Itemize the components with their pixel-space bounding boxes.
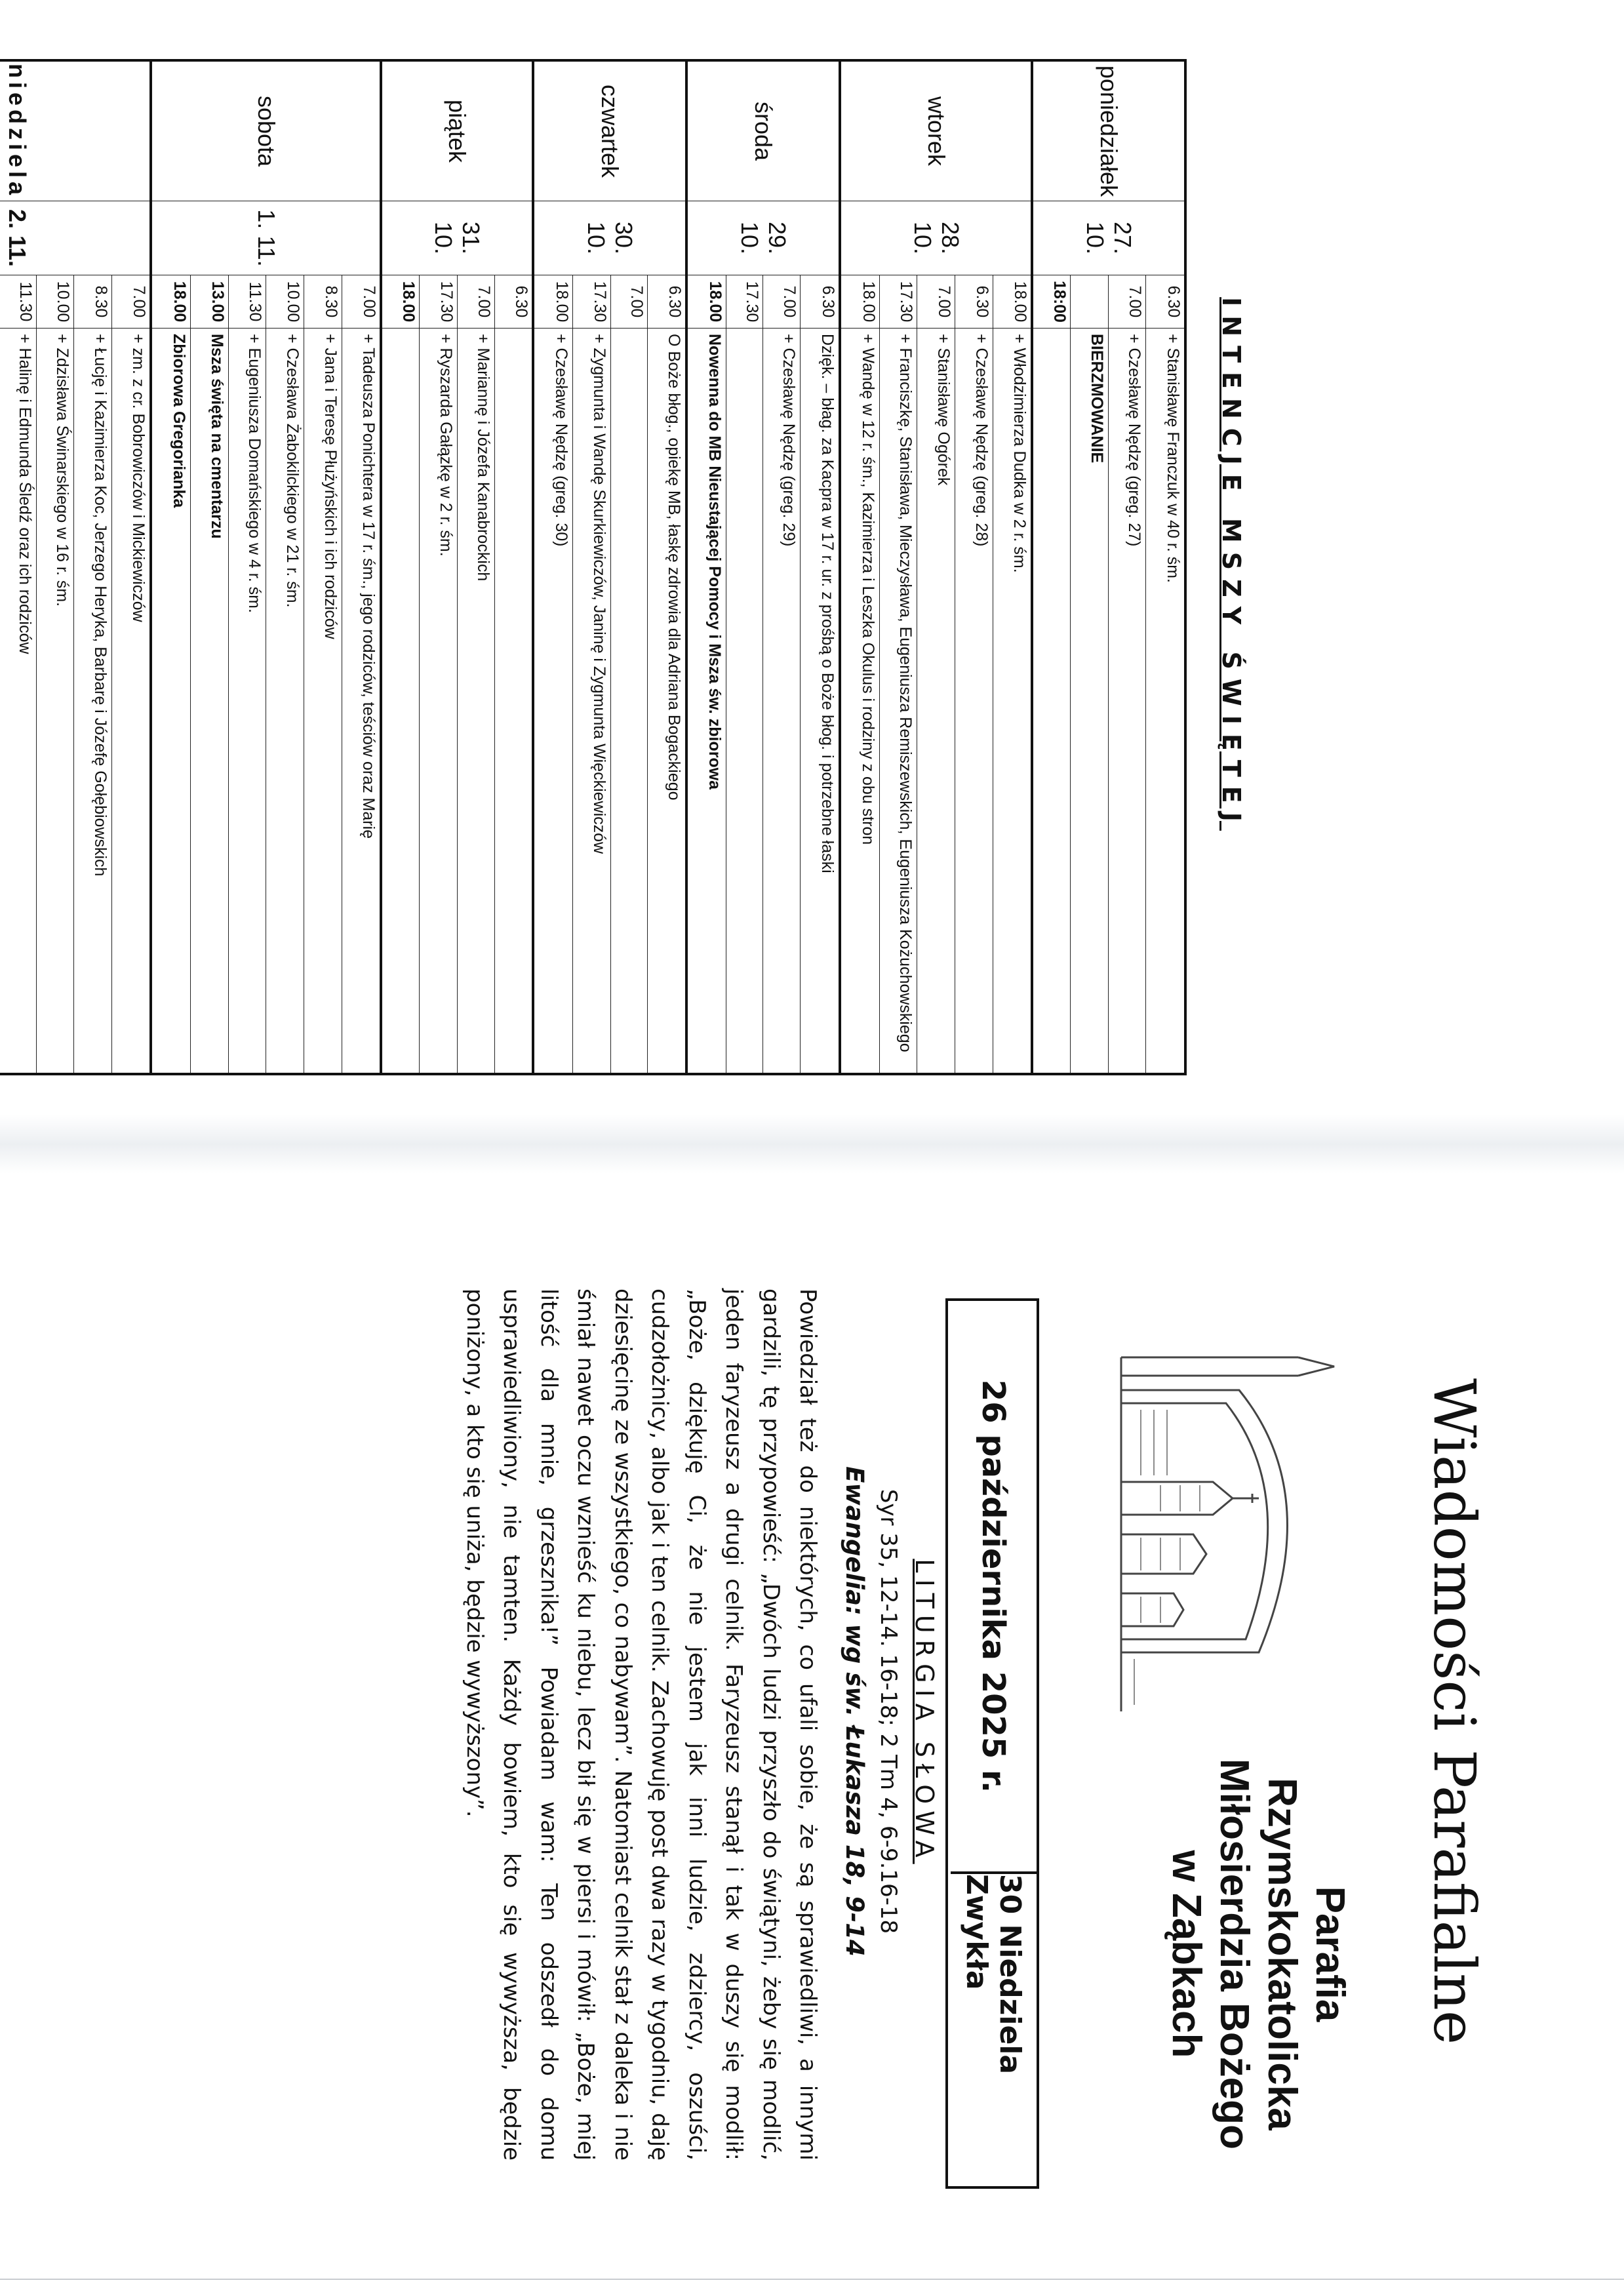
mass-time: 6.30 bbox=[801, 275, 840, 329]
page-edge bbox=[0, 2279, 1624, 2280]
mass-time: 18.00 bbox=[381, 275, 419, 329]
date-box bbox=[945, 1298, 1039, 2189]
mass-row bbox=[801, 60, 840, 1074]
church-illustration bbox=[1049, 1344, 1337, 1711]
mass-intention: O Boże błog., opiekę MB, łaskę zdrowia dla Adriana Bogackiego bbox=[647, 329, 686, 1075]
parish-name bbox=[1162, 1744, 1354, 2164]
mass-time: 17.30 bbox=[879, 275, 917, 329]
mass-intention: + Łucję i Kazimierza Koc, Jerzego Heryka, Barbarę i Józefę Gołębiowskich bbox=[74, 329, 112, 1075]
mass-intention: + Zygmunta i Wandę Skurkiewiczów, Janinę i Zygmunta Więckiewiczów bbox=[573, 329, 611, 1075]
day-block bbox=[686, 60, 840, 1074]
day-block bbox=[1032, 60, 1185, 1074]
mass-row bbox=[342, 60, 381, 1074]
parish-line: Miłosierdzia Bożego bbox=[1211, 1759, 1257, 2149]
mass-intention: + Halinę i Edmunda Śledź oraz ich rodziców bbox=[0, 329, 36, 1075]
mass-intention bbox=[381, 329, 419, 1075]
mass-time: 7.00 bbox=[762, 275, 801, 329]
mass-intention: Zbiorowa Gregorianka bbox=[151, 329, 190, 1075]
day-name: sobota bbox=[151, 60, 381, 201]
day-date: 2. 11. bbox=[0, 201, 151, 275]
gospel-label: Ewangelia: bbox=[841, 1466, 869, 1616]
mass-intention: + Czesławę Nędzę (greg. 29) bbox=[762, 329, 801, 1075]
day-date: 28. 10. bbox=[840, 201, 1032, 275]
mass-time: 6.30 bbox=[495, 275, 533, 329]
day-date: 30. 10. bbox=[533, 201, 686, 275]
mass-time: 17.30 bbox=[573, 275, 611, 329]
gospel-ref: wg św. Łukasza 18, 9-14 bbox=[841, 1624, 869, 1957]
mass-time: 7.00 bbox=[342, 275, 381, 329]
day-block bbox=[381, 60, 533, 1074]
mass-intention: + Czesławę Nędzę (greg. 30) bbox=[533, 329, 572, 1075]
mass-time: 18.00 bbox=[533, 275, 572, 329]
mass-row bbox=[1146, 60, 1185, 1074]
mass-intention: + Wandę w 12 r. śm., Kazimierza i Leszka Okulus i rodziny z obu stron bbox=[840, 329, 879, 1075]
mass-intention: + Czesławę Nędzę (greg. 27) bbox=[1108, 329, 1146, 1075]
mass-time: 10.00 bbox=[36, 275, 74, 329]
day-date: 27. 10. bbox=[1032, 201, 1185, 275]
day-date: 1. 11. bbox=[151, 201, 381, 275]
mass-time: 18.00 bbox=[993, 275, 1032, 329]
mass-time: 8.30 bbox=[74, 275, 112, 329]
mass-intention: + Stanisławę Ogórek bbox=[917, 329, 955, 1075]
mass-intention: + Włodzimierza Dudka w 2 r. śm. bbox=[993, 329, 1032, 1075]
mass-intention: Msza święta na cmentarzu bbox=[191, 329, 229, 1075]
mass-time: 8.30 bbox=[304, 275, 342, 329]
intentions-title: INTENCJE MSZY ŚWIĘTEJ bbox=[1217, 297, 1246, 831]
day-name: niedziela bbox=[0, 60, 151, 201]
bulletin-date: 26 października 2025 r. bbox=[951, 1301, 1037, 1874]
liturgical-sunday: 30 Niedziela Zwykła bbox=[960, 1874, 1027, 2075]
mass-time: 10.00 bbox=[266, 275, 304, 329]
intentions-table bbox=[0, 59, 1187, 1075]
mass-row bbox=[495, 60, 533, 1074]
mass-intention: BIERZMOWANIE bbox=[1071, 329, 1109, 1075]
bulletin-front bbox=[85, 1180, 1488, 2243]
liturgy-heading: LITURGIA SŁOWA bbox=[910, 1559, 939, 1864]
day-name: wtorek bbox=[840, 60, 1032, 201]
mass-intention: + Ryszarda Gałązkę w 2 r. śm. bbox=[420, 329, 458, 1075]
gospel-reference bbox=[841, 1180, 869, 2243]
day-name: poniedziałek bbox=[1032, 60, 1185, 201]
mass-intention bbox=[726, 329, 762, 1075]
mass-time: 11.30 bbox=[228, 275, 266, 329]
mass-time: 18.00 bbox=[840, 275, 879, 329]
day-block bbox=[533, 60, 686, 1074]
mass-intention: Nowenna do MB Nieustającej Pomocy i Msza św. zbiorowa bbox=[686, 329, 726, 1075]
mass-intention: + Zdzisława Świnarskiego w 16 r. śm. bbox=[36, 329, 74, 1075]
bulletin-title: Wiadomości Parafialne bbox=[1421, 1378, 1488, 2045]
intentions-section bbox=[0, 59, 1259, 1075]
mass-intention: + Franciszkę, Stanisława, Mieczysława, Eugeniusza Remiszewskich, Eugeniusza Kożuchowskiego bbox=[879, 329, 917, 1075]
mass-intention: + Jana i Teresę Płużyńskich i ich rodziców bbox=[304, 329, 342, 1075]
page-fold bbox=[0, 1115, 1624, 1174]
mass-intention: + Stanisławę Franczuk w 40 r. śm. bbox=[1146, 329, 1185, 1075]
day-date: 31. 10. bbox=[381, 201, 533, 275]
mass-intention: + Czesława Żabokilckiego w 21 r. śm. bbox=[266, 329, 304, 1075]
mass-time: 13.00 bbox=[191, 275, 229, 329]
mass-time: 18:00 bbox=[1032, 275, 1070, 329]
day-block bbox=[0, 60, 151, 1074]
mass-intention bbox=[610, 329, 647, 1075]
mass-time: 17.30 bbox=[726, 275, 762, 329]
mass-row bbox=[647, 60, 686, 1074]
day-block bbox=[840, 60, 1032, 1074]
day-date: 29. 10. bbox=[686, 201, 840, 275]
mass-intention: Dzięk. – błag. za Kacpra w 17 r. ur. z prośbą o Boże błog. i potrzebne łaski bbox=[801, 329, 840, 1075]
mass-time: 7.00 bbox=[1108, 275, 1146, 329]
readings: Syr 35, 12-14. 16-18; 2 Tm 4, 6-9.16-18 bbox=[875, 1488, 901, 1934]
mass-row bbox=[993, 60, 1032, 1074]
mass-time: 7.00 bbox=[917, 275, 955, 329]
mass-time: 6.30 bbox=[647, 275, 686, 329]
mass-time: 11.30 bbox=[0, 275, 36, 329]
mass-intention bbox=[495, 329, 533, 1075]
mass-time: 6.30 bbox=[955, 275, 993, 329]
mass-time: 18.00 bbox=[686, 275, 726, 329]
mass-intention: + Mariannę i Józefa Kanabrockich bbox=[457, 329, 495, 1075]
mass-time: 7.00 bbox=[111, 275, 151, 329]
mass-time: 6.30 bbox=[1146, 275, 1185, 329]
day-block bbox=[151, 60, 381, 1074]
mass-time: 18.00 bbox=[151, 275, 190, 329]
day-name: piątek bbox=[381, 60, 533, 201]
day-name: czwartek bbox=[533, 60, 686, 201]
mass-intention: + Eugeniusza Domańskiego w 4 r. śm. bbox=[228, 329, 266, 1075]
day-name: środa bbox=[686, 60, 840, 201]
parish-line: Parafia Rzymskokatolicka bbox=[1259, 1778, 1353, 2130]
mass-intention: + zm. z cr. Bobrowiczów i Mickiewiczów bbox=[111, 329, 151, 1075]
mass-intention: + Czesławę Nędzę (greg. 28) bbox=[955, 329, 993, 1075]
mass-intention: + Tadeusza Ponichtera w 17 r. śm., jego rodziców, teściów oraz Marię bbox=[342, 329, 381, 1075]
mass-time: 7.00 bbox=[610, 275, 647, 329]
mass-intention bbox=[1032, 329, 1070, 1075]
mass-time: 7.00 bbox=[457, 275, 495, 329]
gospel-text: Powiedział też do niektórych, co ufali sobie, że są sprawiedliwi, a innymi gardzili, tę przypowieść: „Dwóch ludzi przyszło do świątyni, żeby się modlić, jeden faryzeusz a drugi celnik. Faryzeusz stanął i tak w duszy się modlił: „Boże, dziękuję Ci, że nie jestem jak inni ludzie, zdziercy, oszuści, cudzołożnicy, albo jak i ten celnik. Zachowuję post dwa razy w tygodniu, daję dziesięcinę ze wszystkiego, co nabywam”. Natomiast celnik stał z daleka i nie śmiał nawet oczu wznieść ku niebu, lecz bił się w piersi i mówił: „Boże, miej litość dla mnie, grzesznika!” Powiadam wam: Ten odszedł do domu usprawiedliwiony, nie tamten. Każdy bowiem, kto się wywyższa, będzie poniżony, a kto się uniża, będzie wywyższony”. bbox=[462, 1288, 821, 2161]
parish-line: w Ząbkach bbox=[1163, 1850, 1209, 2058]
mass-row bbox=[111, 60, 151, 1074]
mass-time: 17.30 bbox=[420, 275, 458, 329]
mass-time bbox=[1071, 275, 1109, 329]
